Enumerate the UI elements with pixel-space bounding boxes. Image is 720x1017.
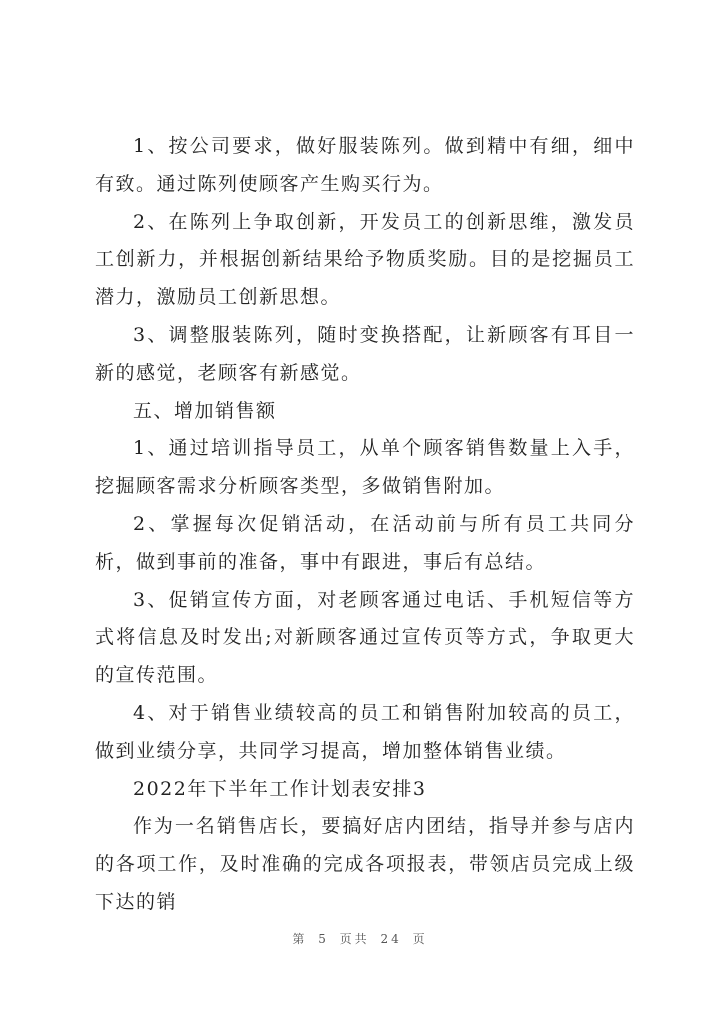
- footer-total-pages: 24: [380, 932, 402, 946]
- paragraph: 1、按公司要求，做好服装陈列。做到精中有细，细中有致。通过陈列使顾客产生购买行为。: [95, 135, 635, 195]
- footer-suffix: 页: [412, 932, 428, 946]
- page-footer: [0, 930, 720, 947]
- paragraph: 2、掌握每次促销活动，在活动前与所有员工共同分析，做到事前的准备，事中有跟进，事后有总结。: [95, 512, 635, 573]
- paragraph: 4、对于销售业绩较高的员工和销售附加较高的员工，做到业绩分享，共同学习提高，增加整体销售业绩。: [95, 701, 635, 762]
- paragraph: 作为一名销售店长，要搞好店内团结，指导并参与店内的各项工作，及时准确的完成各项报表，带领店员完成上级下达的销: [95, 815, 635, 913]
- footer-middle: 页共: [339, 932, 370, 946]
- section-heading: 五、增加销售额: [133, 399, 277, 422]
- paragraph: 2、在陈列上争取创新，开发员工的创新思维，激发员工创新力，并根据创新结果给予物质奖励。目的是挖掘员工潜力，激励员工创新思想。: [95, 210, 635, 309]
- footer-page-number: 5: [318, 932, 329, 946]
- document-body: [95, 128, 635, 922]
- paragraph: 1、通过培训指导员工，从单个顾客销售数量上入手，挖掘顾客需求分析顾客类型，多做销售附加。: [95, 437, 635, 498]
- paragraph: 3、促销宣传方面，对老顾客通过电话、手机短信等方式将信息及时发出;对新顾客通过宣传页等方式，争取更大的宣传范围。: [95, 588, 635, 687]
- paragraph: 3、调整服装陈列，随时变换搭配，让新顾客有耳目一新的感觉，老顾客有新感觉。: [95, 323, 635, 384]
- footer-prefix: 第: [292, 932, 308, 946]
- subtitle: 2022年下半年工作计划表安排3: [133, 777, 427, 800]
